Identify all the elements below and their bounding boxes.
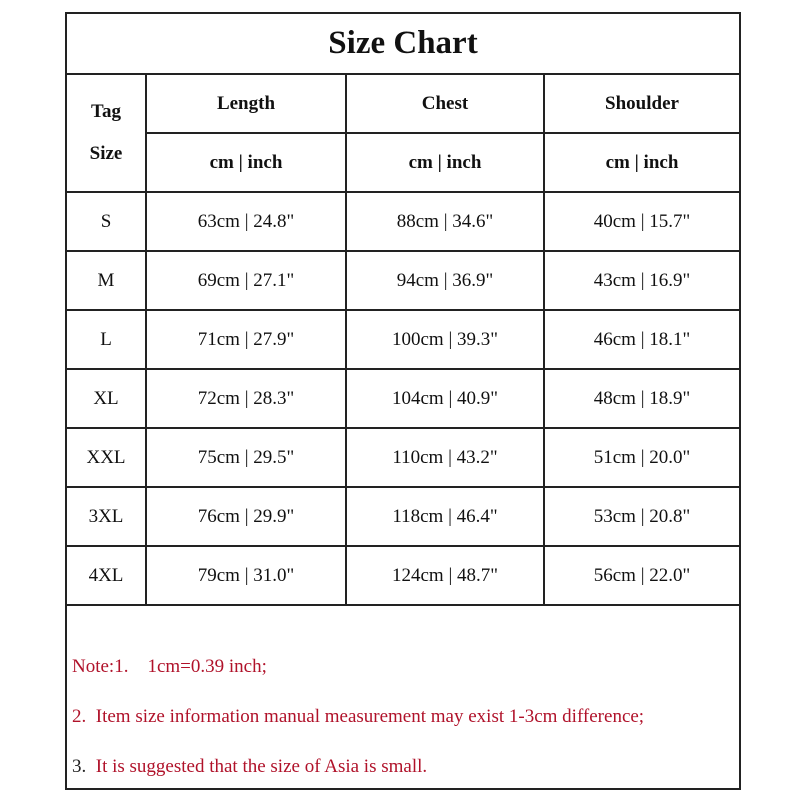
length-cell: 63cm | 24.8": [146, 192, 346, 251]
size-cell: M: [67, 251, 146, 310]
tag-label: Tag: [91, 101, 121, 122]
table-row: [67, 487, 739, 546]
shoulder-cell: 40cm | 15.7": [544, 192, 739, 251]
tag-size-header: [67, 75, 146, 192]
chest-cell: 118cm | 46.4": [346, 487, 544, 546]
size-cell: 4XL: [67, 546, 146, 605]
note-1: Note:1. 1cm=0.39 inch;: [72, 656, 267, 677]
chest-cell: 100cm | 39.3": [346, 310, 544, 369]
note-3: [72, 756, 427, 778]
note-3-number: 3.: [72, 756, 87, 777]
shoulder-header: Shoulder: [544, 75, 739, 133]
table-row: [67, 192, 739, 251]
shoulder-cell: 51cm | 20.0": [544, 428, 739, 487]
size-chart: [65, 12, 741, 790]
size-table: [67, 75, 739, 606]
shoulder-cell: 53cm | 20.8": [544, 487, 739, 546]
length-cell: 71cm | 27.9": [146, 310, 346, 369]
shoulder-units: cm | inch: [544, 133, 739, 192]
chest-header: Chest: [346, 75, 544, 133]
chest-cell: 124cm | 48.7": [346, 546, 544, 605]
length-cell: 76cm | 29.9": [146, 487, 346, 546]
size-cell: XL: [67, 369, 146, 428]
size-cell: S: [67, 192, 146, 251]
header-row: [67, 75, 739, 133]
length-cell: 79cm | 31.0": [146, 546, 346, 605]
table-row: [67, 251, 739, 310]
chest-cell: 104cm | 40.9": [346, 369, 544, 428]
chest-cell: 110cm | 43.2": [346, 428, 544, 487]
shoulder-cell: 56cm | 22.0": [544, 546, 739, 605]
shoulder-cell: 43cm | 16.9": [544, 251, 739, 310]
size-cell: L: [67, 310, 146, 369]
units-row: [67, 133, 739, 192]
length-cell: 69cm | 27.1": [146, 251, 346, 310]
chest-cell: 88cm | 34.6": [346, 192, 544, 251]
notes-section: [67, 624, 739, 788]
table-row: [67, 546, 739, 605]
size-label: Size: [89, 143, 123, 164]
length-cell: 75cm | 29.5": [146, 428, 346, 487]
chest-cell: 94cm | 36.9": [346, 251, 544, 310]
chart-title: Size Chart: [67, 14, 739, 75]
table-row: [67, 310, 739, 369]
shoulder-cell: 48cm | 18.9": [544, 369, 739, 428]
shoulder-cell: 46cm | 18.1": [544, 310, 739, 369]
size-cell: XXL: [67, 428, 146, 487]
length-header: Length: [146, 75, 346, 133]
size-cell: 3XL: [67, 487, 146, 546]
chest-units: cm | inch: [346, 133, 544, 192]
length-cell: 72cm | 28.3": [146, 369, 346, 428]
note-2: 2. Item size information manual measurement may exist 1-3cm difference;: [72, 706, 645, 727]
table-row: [67, 428, 739, 487]
table-row: [67, 369, 739, 428]
length-units: cm | inch: [146, 133, 346, 192]
note-3-text: It is suggested that the size of Asia is small.: [86, 756, 428, 777]
